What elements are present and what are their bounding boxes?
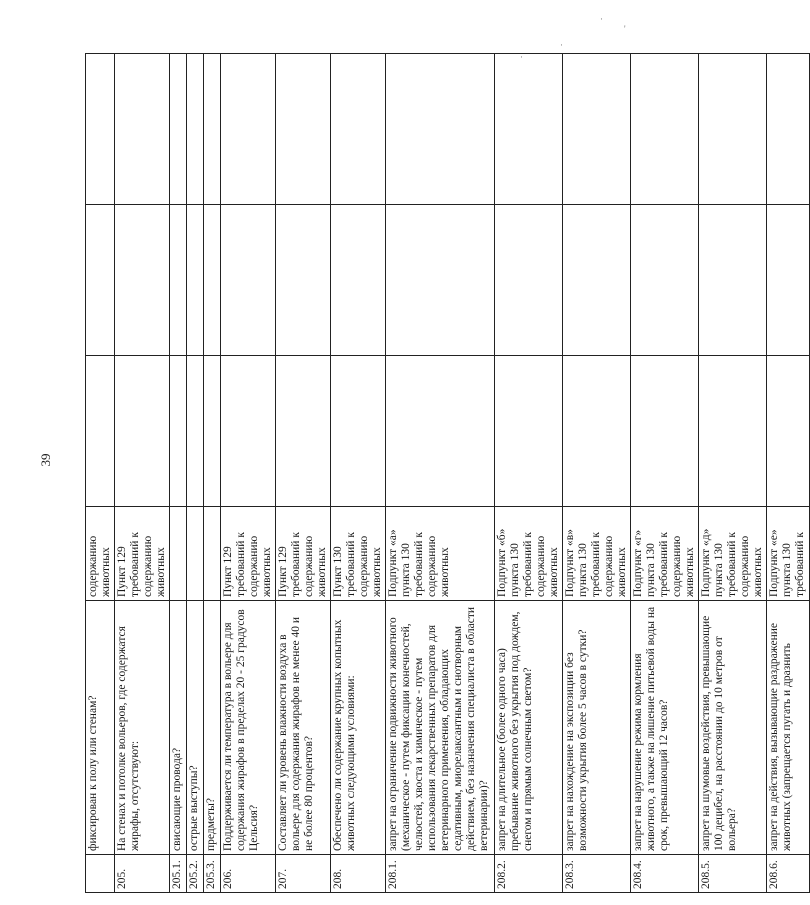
requirement-cell xyxy=(204,507,221,601)
empty-cell xyxy=(699,205,767,356)
page-number: 39 xyxy=(38,453,53,467)
table-row xyxy=(86,54,115,893)
requirement-cell: Подпункт «е» пункта 130 требований к xyxy=(767,507,810,601)
question-cell: предметы? xyxy=(204,601,221,855)
empty-cell xyxy=(767,205,810,356)
row-number: 208.6. xyxy=(767,855,810,893)
table-row xyxy=(386,54,495,893)
rotated-table-frame xyxy=(85,53,806,893)
requirement-cell xyxy=(170,507,187,601)
row-number xyxy=(86,855,115,893)
empty-cell xyxy=(170,54,187,205)
row-number: 205. xyxy=(115,855,170,893)
empty-cell xyxy=(386,205,495,356)
empty-cell xyxy=(276,205,331,356)
empty-cell xyxy=(276,54,331,205)
empty-cell xyxy=(221,356,276,507)
question-cell: запрет на нахождение на экспозиции без возможности укрытия более 5 часов в сутки? xyxy=(563,601,631,855)
empty-cell xyxy=(631,54,699,205)
question-cell: запрет на длительное (более одного часа) пребывание животного без укрытия под дождем, снегом и прямым солнечным светом? xyxy=(495,601,563,855)
question-cell: запрет на ограничение подвижности животного (механическое - путем фиксации конечностей, челюстей, хвоста и химическое - путем использования лекарственных препаратов для ветеринарного применения, обладающих седативным, миорелаксантным и снотворным действием, без назначения специалиста в области ветеринарии)? xyxy=(386,601,495,855)
row-number: 208.3. xyxy=(563,855,631,893)
requirement-cell: содержанию животных xyxy=(86,507,115,601)
row-number: 208. xyxy=(331,855,386,893)
requirement-cell: Подпункт «г» пункта 130 требований к содержанию животных xyxy=(631,507,699,601)
empty-cell xyxy=(187,205,204,356)
empty-cell xyxy=(86,205,115,356)
table-row xyxy=(115,54,170,893)
empty-cell xyxy=(170,205,187,356)
empty-cell xyxy=(115,356,170,507)
empty-cell xyxy=(386,54,495,205)
empty-cell xyxy=(331,356,386,507)
question-cell: Составляет ли уровень влажности воздуха в вольере для содержания жирафов не менее 40 и не более 80 процентов? xyxy=(276,601,331,855)
empty-cell xyxy=(115,205,170,356)
empty-cell xyxy=(699,356,767,507)
empty-cell xyxy=(115,54,170,205)
empty-cell xyxy=(495,205,563,356)
empty-cell xyxy=(563,356,631,507)
table-row xyxy=(331,54,386,893)
row-number: 205.3. xyxy=(204,855,221,893)
question-cell: острые выступы? xyxy=(187,601,204,855)
question-cell: фиксирован к полу или стенам? xyxy=(86,601,115,855)
row-number: 208.2. xyxy=(495,855,563,893)
empty-cell xyxy=(699,54,767,205)
row-number: 208.5. xyxy=(699,855,767,893)
question-cell: свисающие провода? xyxy=(170,601,187,855)
requirement-cell: Пункт 129 требований к содержанию животных xyxy=(221,507,276,601)
empty-cell xyxy=(495,356,563,507)
empty-cell xyxy=(204,356,221,507)
requirement-cell: Пункт 129 требований к содержанию животных xyxy=(115,507,170,601)
empty-cell xyxy=(276,356,331,507)
empty-cell xyxy=(86,356,115,507)
table-row xyxy=(187,54,204,893)
table-row xyxy=(631,54,699,893)
empty-cell xyxy=(187,54,204,205)
table-row xyxy=(170,54,187,893)
table-row xyxy=(204,54,221,893)
scan-artifact: · xyxy=(520,52,523,62)
scan-artifact: · xyxy=(560,40,563,50)
table-row xyxy=(699,54,767,893)
row-number: 207. xyxy=(276,855,331,893)
table-row xyxy=(495,54,563,893)
empty-cell xyxy=(221,54,276,205)
table-row xyxy=(276,54,331,893)
table-row xyxy=(221,54,276,893)
empty-cell xyxy=(563,54,631,205)
requirement-cell xyxy=(187,507,204,601)
empty-cell xyxy=(170,356,187,507)
row-number: 208.1. xyxy=(386,855,495,893)
question-cell: запрет на нарушение режима кормления животного, а также на лишение питьевой воды на срок, превышающий 12 часов? xyxy=(631,601,699,855)
row-number: 208.4. xyxy=(631,855,699,893)
table-row xyxy=(767,54,810,893)
empty-cell xyxy=(187,356,204,507)
empty-cell xyxy=(221,205,276,356)
empty-cell xyxy=(767,54,810,205)
empty-cell xyxy=(767,356,810,507)
checklist-table-wrap xyxy=(85,53,806,893)
requirement-cell: Подпункт «в» пункта 130 требований к содержанию животных xyxy=(563,507,631,601)
scan-artifact: ' xyxy=(624,24,626,34)
empty-cell xyxy=(631,356,699,507)
question-cell: запрет на шумовые воздействия, превышающие 100 децибел, на расстоянии до 10 метров от вольера? xyxy=(699,601,767,855)
question-cell: Поддерживается ли температура в вольере для содержания жирафов в пределах 20 - 25 градусов Цельсия? xyxy=(221,601,276,855)
question-cell: Обеспечено ли содержание крупных копытных животных следующими условиями: xyxy=(331,601,386,855)
question-cell: На стенах и потолке вольеров, где содержатся жирафы, отсутствуют: xyxy=(115,601,170,855)
empty-cell xyxy=(86,54,115,205)
scan-artifact: · xyxy=(600,14,603,24)
row-number: 206. xyxy=(221,855,276,893)
row-number: 205.1. xyxy=(170,855,187,893)
empty-cell xyxy=(563,205,631,356)
row-number: 205.2. xyxy=(187,855,204,893)
requirement-cell: Подпункт «б» пункта 130 требований к содержанию животных xyxy=(495,507,563,601)
empty-cell xyxy=(495,54,563,205)
requirement-cell: Пункт 129 требований к содержанию животных xyxy=(276,507,331,601)
requirement-cell: Подпункт «а» пункта 130 требований к содержанию животных xyxy=(386,507,495,601)
table-row xyxy=(563,54,631,893)
requirement-cell: Подпункт «д» пункта 130 требований к содержанию животных xyxy=(699,507,767,601)
empty-cell xyxy=(631,205,699,356)
empty-cell xyxy=(204,54,221,205)
checklist-table xyxy=(85,53,810,893)
empty-cell xyxy=(386,356,495,507)
empty-cell xyxy=(204,205,221,356)
empty-cell xyxy=(331,205,386,356)
question-cell: запрет на действия, вызывающие раздражение животных (запрещается пугать и дразнить xyxy=(767,601,810,855)
empty-cell xyxy=(331,54,386,205)
requirement-cell: Пункт 130 требований к содержанию животных xyxy=(331,507,386,601)
